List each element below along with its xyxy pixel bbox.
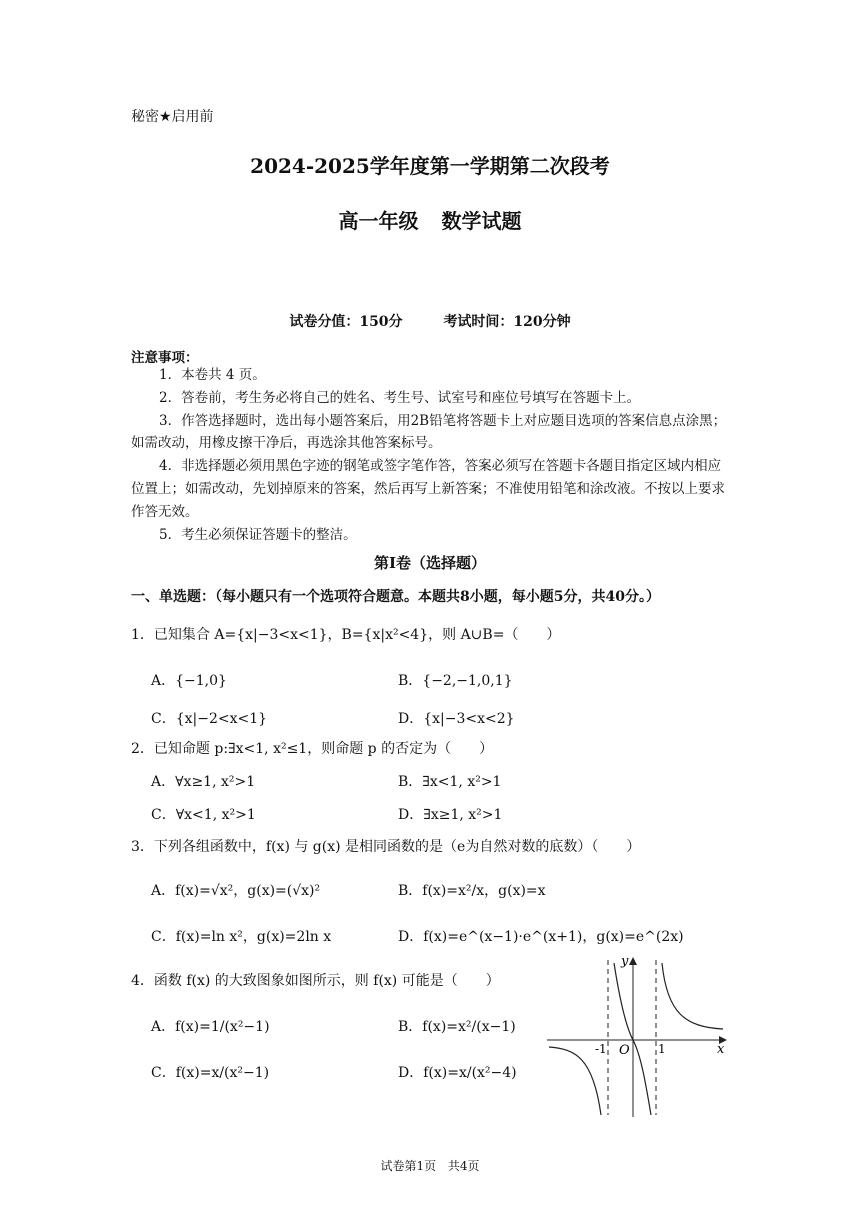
question-4-option-c: C．f(x)=x/(x²−1) xyxy=(151,1065,270,1081)
question-4-option-a: A．f(x)=1/(x²−1) xyxy=(151,1019,270,1035)
question-1-option-c: C．{x|−2<x<1} xyxy=(151,711,268,727)
time-label: 考试时间：120分钟 xyxy=(443,314,571,330)
score-label: 试卷分值：150分 xyxy=(289,314,403,330)
exam-title: 2024-2025学年度第一学期第二次段考 xyxy=(250,154,610,178)
question-4-option-b: B．f(x)=x²/(x−1) xyxy=(398,1019,516,1035)
question-2-option-b: B．∃x<1, x²>1 xyxy=(398,774,502,790)
question-1-option-b: B．{−2,−1,0,1} xyxy=(398,673,513,689)
y-axis-arrow-icon xyxy=(629,957,637,965)
curve-branch-left xyxy=(549,1047,601,1115)
page-footer xyxy=(0,1157,860,1174)
origin-label: O xyxy=(619,1043,630,1058)
notice-item: 1．本卷共 4 页。 xyxy=(159,367,266,383)
question-2-option-c: C．∀x<1, x²>1 xyxy=(151,807,256,823)
notice-list xyxy=(131,364,731,546)
notice-item: 5．考生必须保证答题卡的整洁。 xyxy=(159,526,357,543)
question-1-option-d: D．{x|−3<x<2} xyxy=(398,711,515,727)
notice-heading: 注意事项： xyxy=(131,350,199,366)
question-4-stem: 4．函数 f(x) 的大致图象如图所示，则 f(x) 可能是（ ） xyxy=(131,973,500,989)
x-axis-label: x xyxy=(717,1042,725,1057)
curve-branch-right xyxy=(662,963,723,1029)
question-2-stem: 2．已知命题 p:∃x<1, x²≤1，则命题 p 的否定为（ ） xyxy=(131,741,494,757)
notice-item: 2．答卷前，考生务必将自己的姓名、考生号、试室号和座位号填写在答题卡上。 xyxy=(159,389,641,406)
score-time-line xyxy=(0,311,860,331)
question-3-option-d: D．f(x)=e^(x−1)·e^(x+1)，g(x)=e^(2x) xyxy=(398,929,684,945)
question-4-option-d: D．f(x)=x/(x²−4) xyxy=(398,1065,517,1081)
function-graph-figure xyxy=(545,955,730,1125)
notice-item: 4．非选择题必须用黑色字迹的钢笔或签字笔作答，答案必须写在答题卡各题目指定区域内相应位置上；如需改动，先划掉原来的答案，然后再写上新答案；不准使用铅笔和涂改液。不按以上要求作答无效。 xyxy=(131,458,725,520)
subject-label: 数学试题 xyxy=(441,209,522,233)
question-3-option-b: B．f(x)=x²/x，g(x)=x xyxy=(398,883,546,899)
tick-label-pos-1: 1 xyxy=(658,1042,666,1056)
page-number: 试卷第1页 xyxy=(380,1159,437,1173)
part-heading: 第Ⅰ卷（选择题） xyxy=(373,554,487,572)
secret-label: 秘密★启用前 xyxy=(131,109,214,125)
question-3-option-a: A．f(x)=√x²，g(x)=(√x)² xyxy=(151,883,321,899)
page-total: 共4页 xyxy=(447,1159,480,1173)
question-2-option-a: A．∀x≥1, x²>1 xyxy=(151,774,256,790)
exam-subtitle xyxy=(0,205,860,234)
grade-label: 高一年级 xyxy=(338,209,419,233)
question-1-stem: 1．已知集合 A={x|−3<x<1}，B={x|x²<4}，则 A∪B=（ ） xyxy=(131,627,561,643)
question-3-option-c: C．f(x)=ln x²，g(x)=2ln x xyxy=(151,929,332,945)
question-3-stem: 3．下列各组函数中，f(x) 与 g(x) 是相同函数的是（e为自然对数的底数）（ ） xyxy=(131,839,641,855)
tick-label-neg-1: -1 xyxy=(595,1042,607,1056)
notice-item: 3．作答选择题时，选出每小题答案后，用2B铅笔将答题卡上对应题目选项的答案信息点涂黑；如需改动，用橡皮擦干净后，再选涂其他答案标号。 xyxy=(131,412,727,452)
section-heading: 一、单选题：（每小题只有一个选项符合题意。本题共8小题，每小题5分，共40分。） xyxy=(131,589,660,605)
question-2-option-d: D．∃x≥1, x²>1 xyxy=(398,807,503,823)
question-1-option-a: A．{−1,0} xyxy=(151,673,227,689)
y-axis-label: y xyxy=(621,955,629,969)
